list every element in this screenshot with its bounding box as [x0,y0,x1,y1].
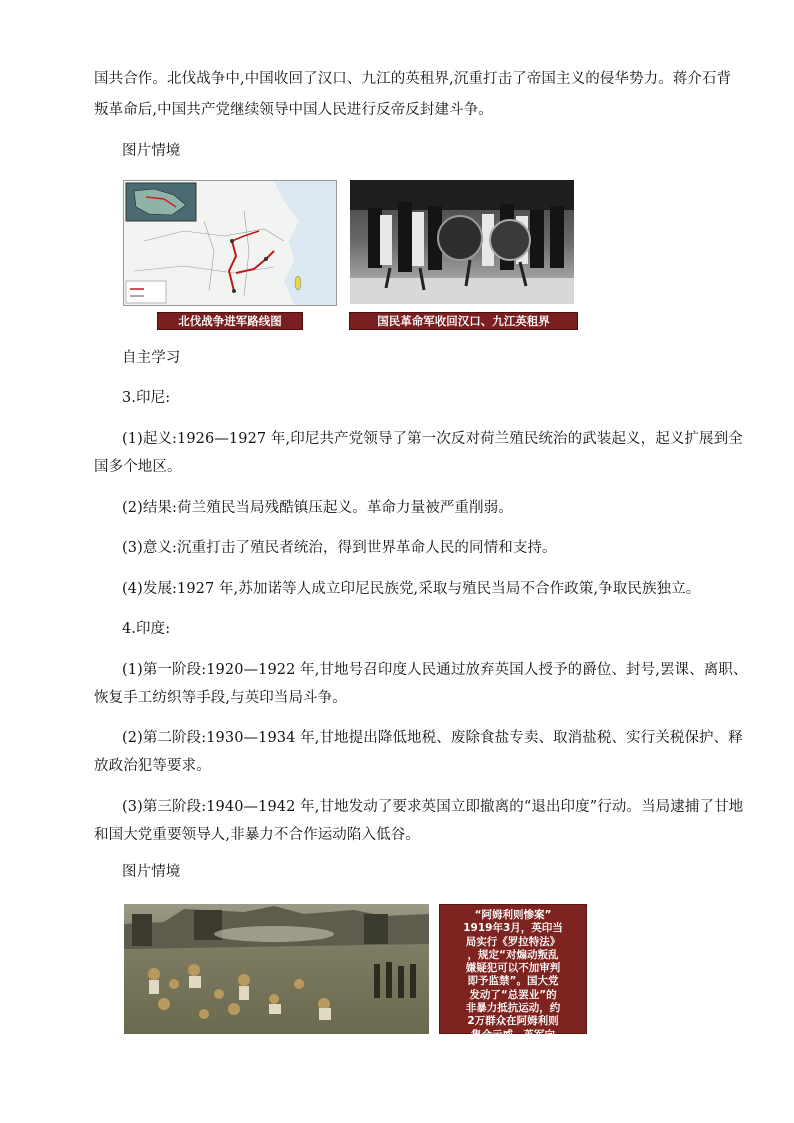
text-box-line: 发动了“总罢业”的 [469,988,557,1001]
section-heading-picture-context: 图片情境 [122,143,181,159]
india-item-2-line-1: (2)第二阶段:1930—1934 年,甘地提出降低地税、废除食盐专卖、取消盐税、实行关税保护、释 [122,730,743,746]
text-box-line: 集会示威，英军向 [471,1028,555,1041]
amritsar-massacre-painting [124,904,429,1034]
indonesia-item-4: (4)发展:1927 年,苏加诺等人成立印尼民族党,采取与殖民当局不合作政策,争取民族独立。 [122,581,701,597]
indonesia-item-3: (3)意义:沉重打击了殖民者统治，得到世界革命人民的同情和支持。 [122,540,557,556]
recover-concessions-photo [350,180,574,304]
text-box-line: 群众开枪镇压，制造 [465,1041,561,1054]
northern-expedition-map [123,180,337,306]
indonesia-item-1-line-2: 国多个地区。 [94,459,182,475]
india-item-3-line-1: (3)第三阶段:1940—1942 年,甘地发动了要求英国立即撤离的“退出印度”行动。当局逮捕了甘地 [122,799,744,815]
indonesia-title: 3.印尼: [122,390,171,406]
india-item-3-line-2: 和国大党重要领导人,非暴力不合作运动陷入低谷。 [94,827,420,843]
amritsar-massacre-text-box [439,904,587,1068]
intro-line-2: 叛革命后,中国共产党继续领导中国人民进行反帝反封建斗争。 [94,102,493,118]
indonesia-item-1-line-1: (1)起义:1926—1927 年,印尼共产党领导了第一次反对荷兰殖民统治的武装起义，起义扩展到全 [122,431,743,447]
text-box-line: 了阿姆利则惨案。 [471,1055,555,1068]
figure-caption-recover-concessions: 国民革命军收回汉口、九江英租界 [349,312,578,330]
india-title: 4.印度: [122,621,171,637]
india-item-1-line-1: (1)第一阶段:1920—1922 年,甘地号召印度人民通过放弃英国人授予的爵位、封号,罢课、离职、 [122,662,748,678]
text-box-line: 局实行《罗拉特法》 [465,935,561,948]
india-item-1-line-2: 恢复手工纺织等手段,与英印当局斗争。 [94,690,347,706]
text-box-line: 1919年3月，英印当 [463,922,563,935]
text-box-line: “阿姆利则惨案” [474,909,552,921]
section-heading-picture-context-2: 图片情境 [122,864,181,880]
self-study-heading: 自主学习 [122,350,181,366]
text-box-line: 即予监禁”。国大党 [467,975,559,988]
intro-line-1: 国共合作。北伐战争中,中国收回了汉口、九江的英租界,沉重打击了帝国主义的侵华势力。蒋介石背 [94,71,732,87]
text-box-line: 2万群众在阿姆利则 [467,1015,559,1028]
figure-caption-northern-expedition: 北伐战争进军路线图 [157,312,303,330]
text-box-line: 非暴力抵抗运动，约 [465,1002,561,1015]
soldiers-photo-illustration [350,180,574,304]
map-illustration [124,181,336,305]
india-item-2-line-2: 放政治犯等要求。 [94,758,211,774]
text-box-line: 嫌疑犯可以不加审判 [465,962,561,975]
text-box-line: ，规定“对煽动叛乱 [467,948,559,961]
indonesia-item-2: (2)结果:荷兰殖民当局残酷镇压起义。革命力量被严重削弱。 [122,500,513,516]
painting-illustration [124,904,429,1034]
